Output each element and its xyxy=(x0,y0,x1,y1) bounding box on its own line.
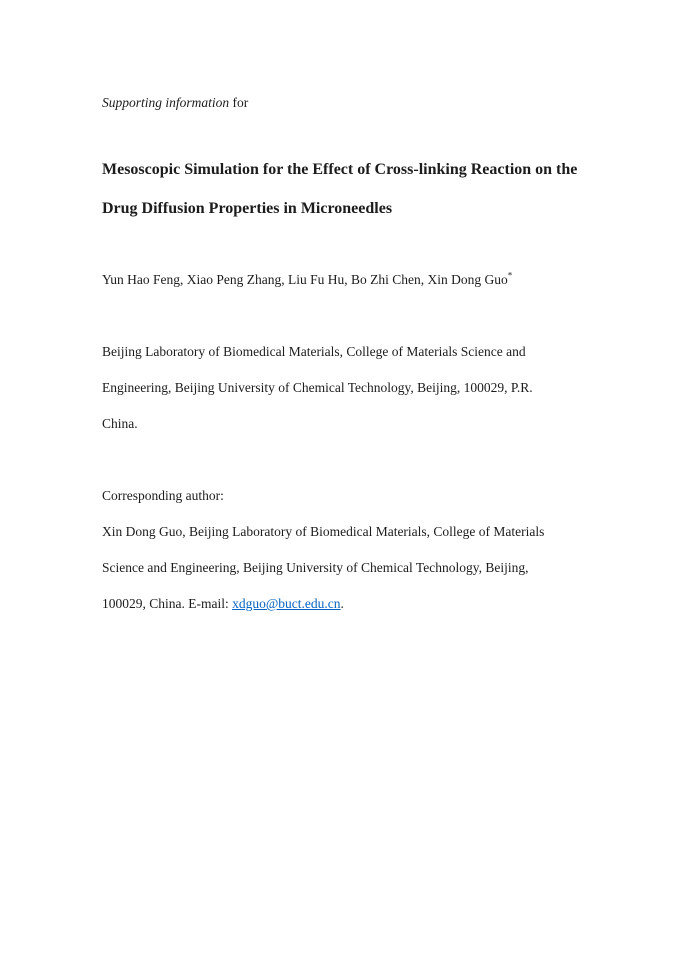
paper-title-line-2: Drug Diffusion Properties in Microneedles xyxy=(102,200,393,217)
corresponding-author-marker: * xyxy=(507,270,513,281)
authors-text xyxy=(102,262,580,298)
affiliation-line-1: Beijing Laboratory of Biomedical Materials, College of Materials Science and xyxy=(102,344,526,359)
affiliation-block xyxy=(102,334,580,442)
supporting-info-text xyxy=(102,85,580,121)
correspondence-label: Corresponding author: xyxy=(102,488,224,503)
supporting-info-plain: for xyxy=(229,95,249,110)
affiliation-line-3: China. xyxy=(102,416,138,431)
correspondence-line-3-suffix: . xyxy=(340,596,344,611)
correspondence-line-3 xyxy=(102,586,580,622)
supporting-info-line xyxy=(102,85,580,121)
paper-title xyxy=(102,150,580,228)
paper-title-line-1: Mesoscopic Simulation for the Effect of Cross-linking Reaction on the xyxy=(102,161,578,178)
author-names: Yun Hao Feng, Xiao Peng Zhang, Liu Fu Hu, Bo Zhi Chen, Xin Dong Guo xyxy=(102,272,508,287)
correspondence-line-2: Science and Engineering, Beijing University of Chemical Technology, Beijing, xyxy=(102,560,529,575)
authors-line xyxy=(102,262,580,298)
correspondence-line-3-prefix: 100029, China. E-mail: xyxy=(102,596,233,611)
email-link[interactable]: xdguo@buct.edu.cn xyxy=(232,596,341,611)
supporting-info-italic: Supporting information xyxy=(102,95,230,110)
correspondence-line-1: Xin Dong Guo, Beijing Laboratory of Biomedical Materials, College of Materials xyxy=(102,524,545,539)
affiliation-line-2: Engineering, Beijing University of Chemical Technology, Beijing, 100029, P.R. xyxy=(102,380,533,395)
correspondence-block xyxy=(102,478,580,622)
